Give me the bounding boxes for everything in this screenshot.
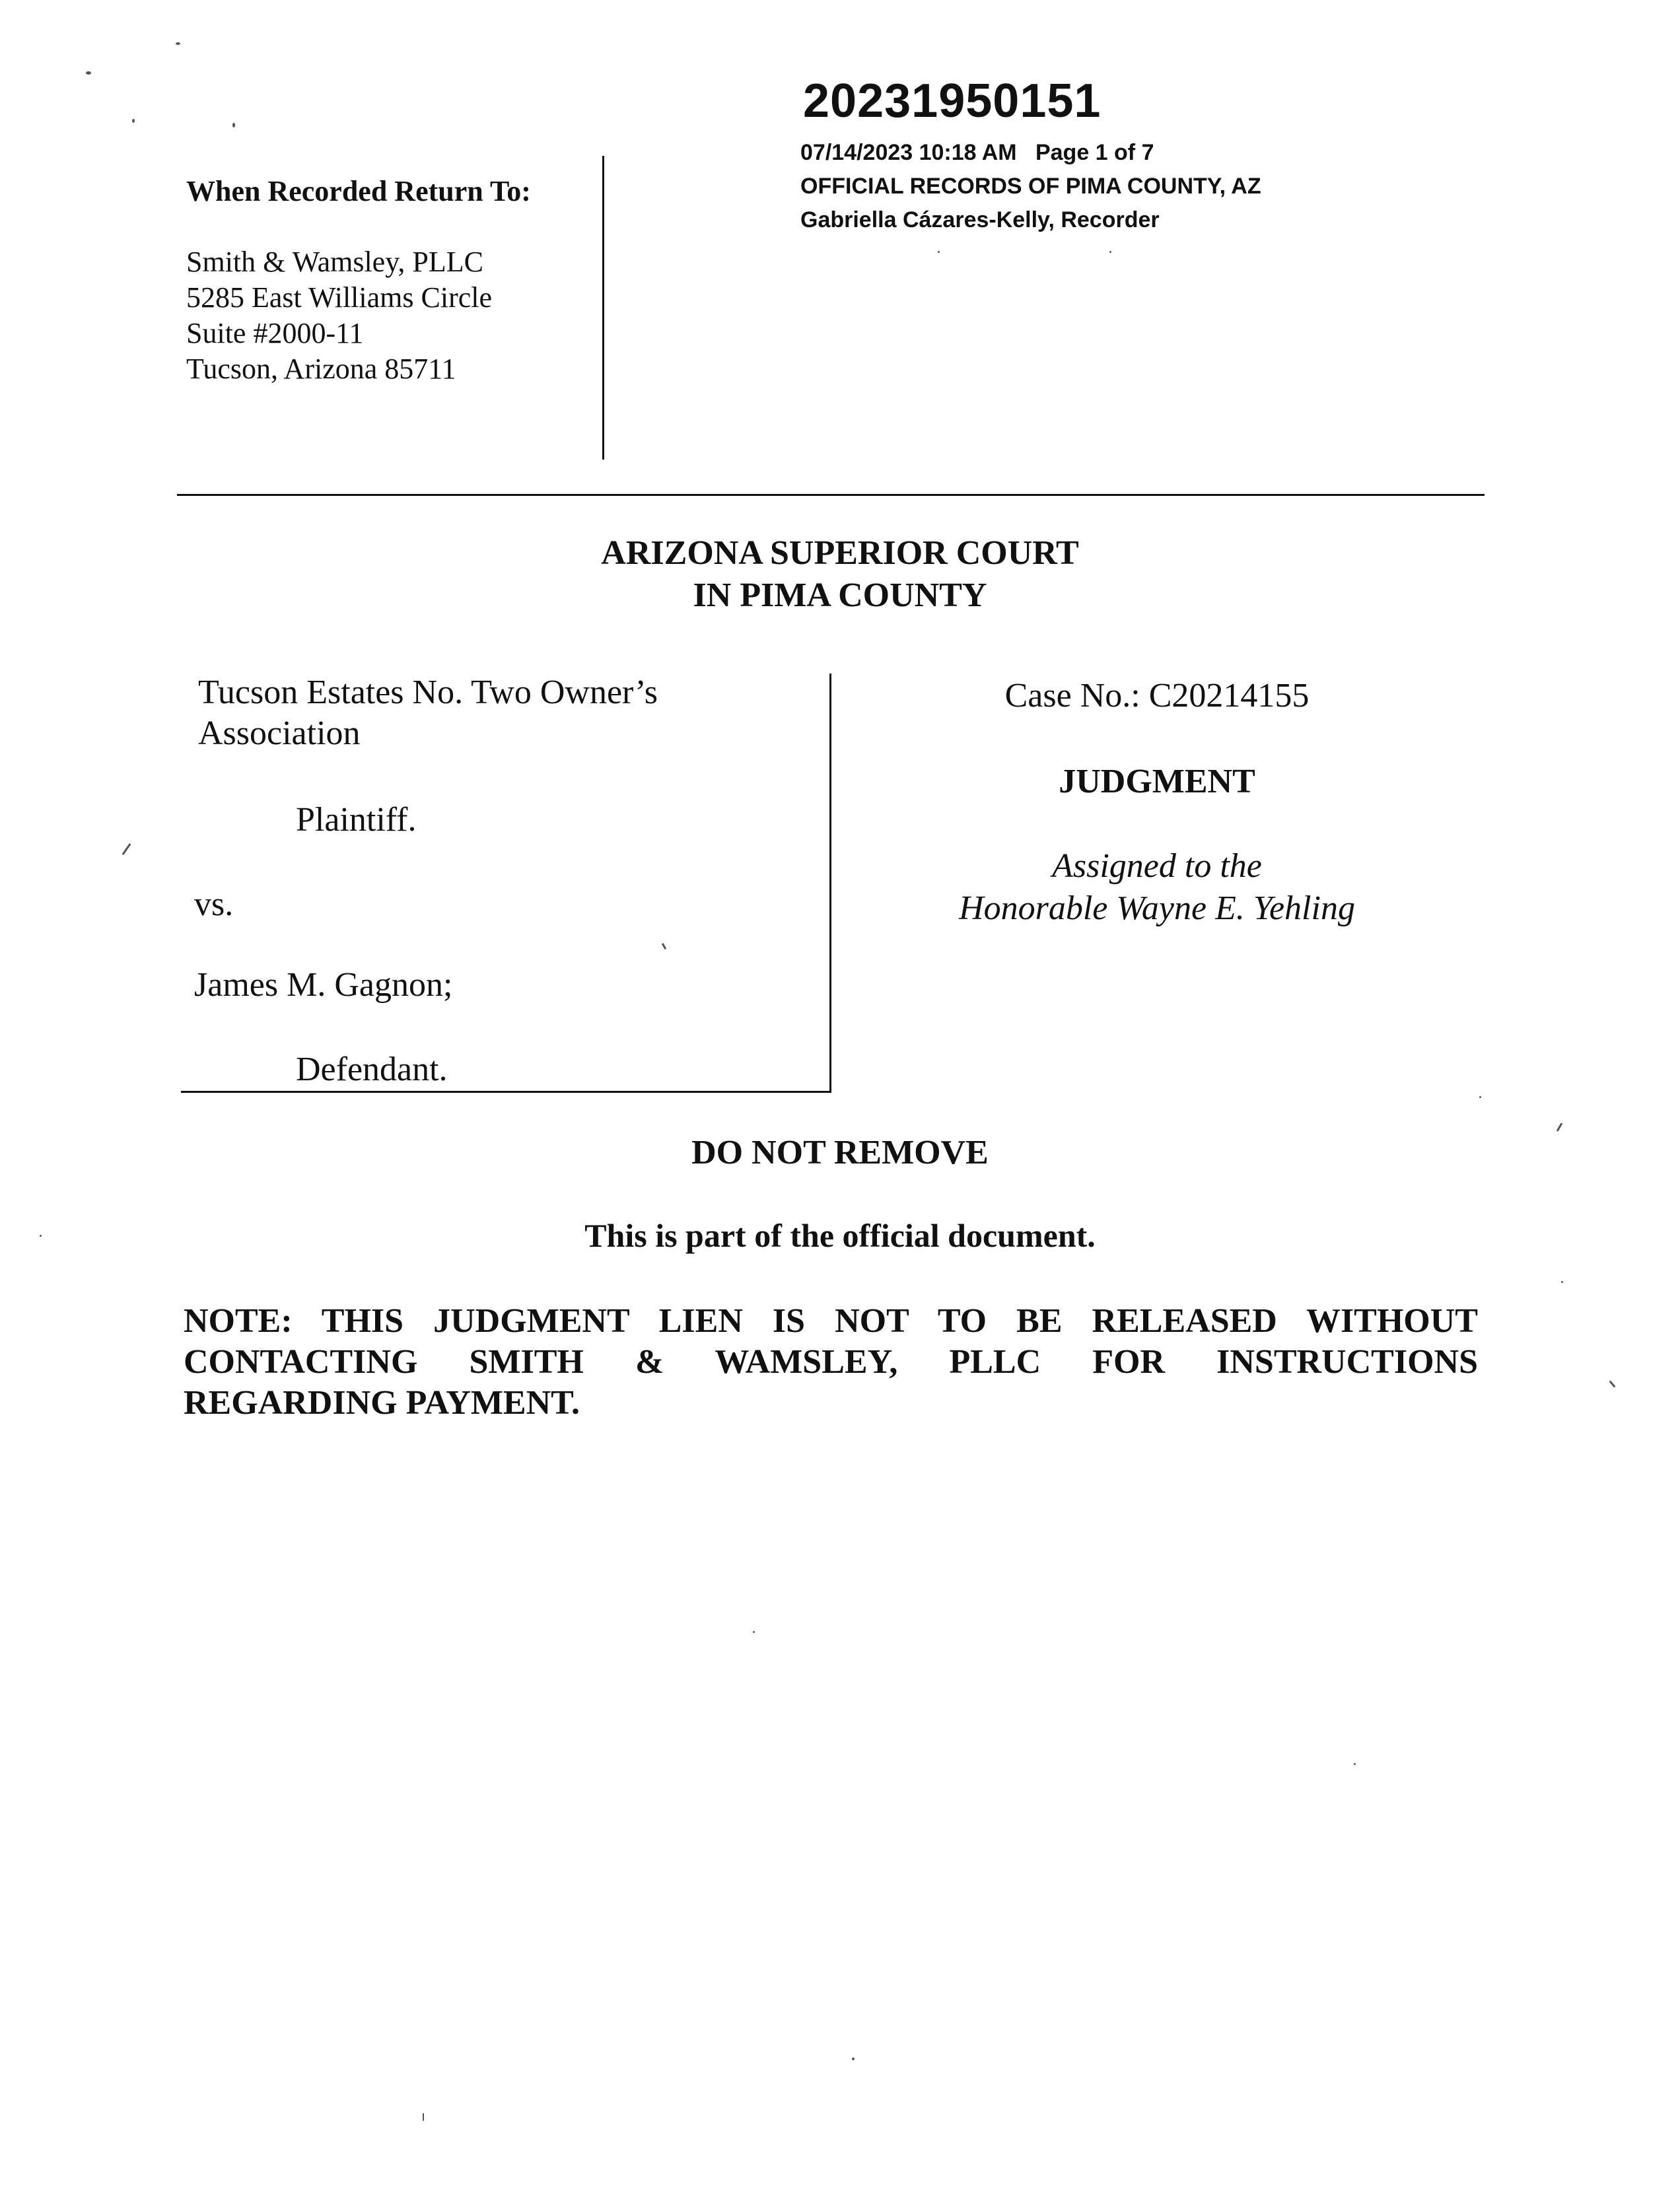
return-to-address — [186, 244, 492, 387]
defendant-name: James M. Gagnon; — [194, 966, 453, 1004]
note-line: REGARDING PAYMENT. — [184, 1384, 580, 1422]
scan-speck — [122, 843, 131, 855]
scan-speck — [1609, 1380, 1615, 1387]
case-number: Case No.: C20214155 — [1004, 677, 1310, 714]
header-rule — [177, 494, 1485, 496]
lien-release-note — [184, 1301, 1478, 1424]
do-not-remove-notice: DO NOT REMOVE — [691, 1134, 989, 1171]
note-line: NOTE: THIS JUDGMENT LIEN IS NOT TO BE RELEASED WITHOUT — [184, 1302, 1478, 1340]
assigned-line: Assigned to the — [1052, 847, 1262, 885]
scan-speck — [1354, 1763, 1356, 1765]
return-to-heading: When Recorded Return To: — [186, 175, 531, 207]
caption-bottom-rule — [181, 1091, 831, 1093]
caption-divider — [829, 674, 831, 1092]
recording-date-page: 07/14/2023 10:18 AM Page 1 of 7 — [800, 140, 1154, 165]
scan-speck — [662, 943, 667, 950]
address-line-firm: Smith & Wamsley, PLLC — [186, 246, 483, 278]
scan-speck — [86, 71, 91, 75]
scan-speck — [232, 123, 235, 127]
scan-speck — [938, 251, 940, 253]
official-document-notice: This is part of the official document. — [584, 1217, 1096, 1254]
note-line: CONTACTING SMITH & WAMSLEY, PLLC FOR INSTRUCTIONS — [184, 1343, 1478, 1381]
record-number: 20231950151 — [803, 75, 1102, 127]
address-line-city: Tucson, Arizona 85711 — [186, 353, 456, 385]
address-line-suite: Suite #2000-11 — [186, 317, 364, 349]
court-heading — [0, 532, 1680, 617]
recorder-stamp — [800, 136, 1261, 237]
return-block-divider — [602, 156, 604, 460]
scan-speck — [1561, 1281, 1563, 1283]
recorder-name: Gabriella Cázares-Kelly, Recorder — [800, 207, 1160, 232]
scan-speck — [852, 2058, 855, 2060]
versus-label: vs. — [194, 885, 234, 923]
defendant-label: Defendant. — [296, 1051, 448, 1088]
scan-speck — [40, 1235, 42, 1237]
judge-name: Honorable Wayne E. Yehling — [959, 889, 1355, 927]
scan-speck — [132, 119, 135, 123]
scan-speck — [1109, 251, 1111, 253]
court-county: IN PIMA COUNTY — [693, 576, 987, 614]
scan-speck — [753, 1631, 755, 1633]
scan-speck — [423, 2113, 424, 2121]
plaintiff-label: Plaintiff. — [296, 801, 417, 839]
address-line-street: 5285 East Williams Circle — [186, 281, 493, 314]
scan-speck — [1557, 1123, 1563, 1132]
recording-office: OFFICIAL RECORDS OF PIMA COUNTY, AZ — [800, 174, 1261, 199]
scan-speck — [176, 42, 180, 45]
assigned-judge — [832, 845, 1482, 930]
scan-speck — [1479, 1096, 1481, 1098]
court-name: ARIZONA SUPERIOR COURT — [601, 534, 1079, 572]
plaintiff-name: Tucson Estates No. Two Owner’s Association — [198, 674, 658, 752]
document-title: JUDGMENT — [1059, 763, 1255, 800]
